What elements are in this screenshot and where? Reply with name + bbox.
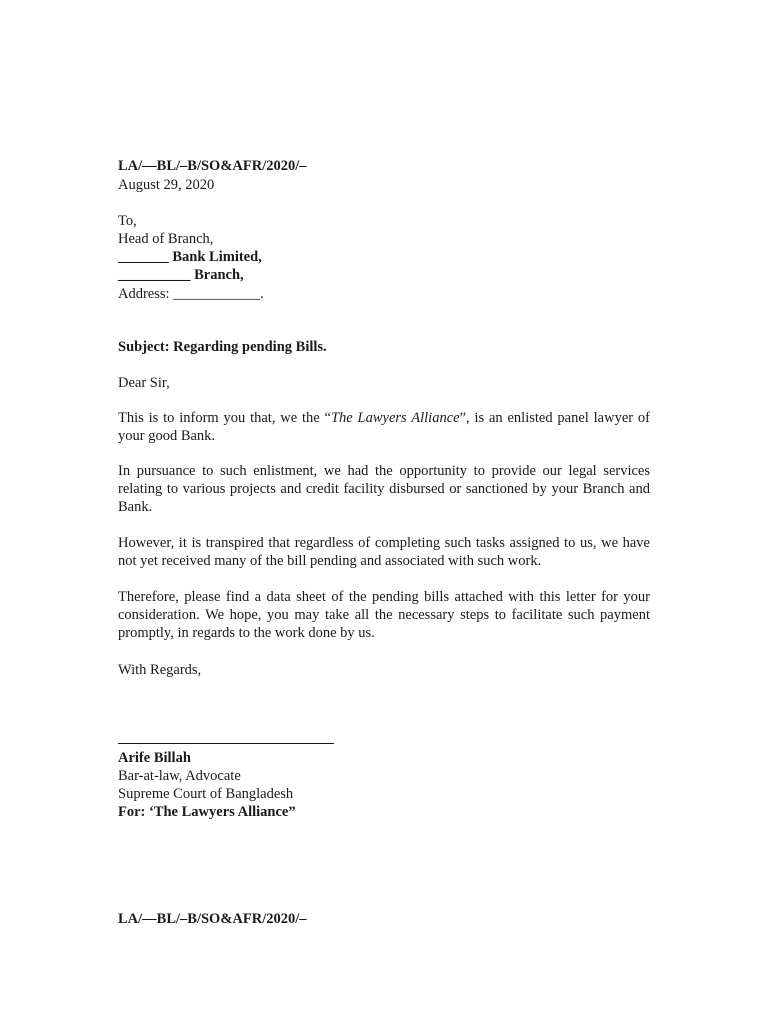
signature-line <box>118 743 334 744</box>
recipient-title: Head of Branch, <box>118 231 214 247</box>
closing: With Regards, <box>118 662 202 678</box>
subject-line: Subject: Regarding pending Bills. <box>118 339 327 355</box>
body-paragraph-2: In pursuance to such enlistment, we had the opportunity to provide our legal services relating to various projects and credit facility disbursed or sanctioned by your Branch and Bank. <box>118 463 650 515</box>
reference-number: LA/—BL/–B/SO&AFR/2020/– <box>118 158 307 174</box>
signatory-title: Bar-at-law, Advocate <box>118 768 241 784</box>
recipient-branch: __________ Branch, <box>118 267 244 283</box>
footer-reference-number: LA/—BL/–B/SO&AFR/2020/– <box>118 911 307 927</box>
body-paragraph-1: This is to inform you that, we the “The Lawyers Alliance”, is an enlisted panel lawyer of your good Bank. <box>118 410 650 444</box>
salutation: Dear Sir, <box>118 375 170 391</box>
recipient-to: To, <box>118 213 137 229</box>
recipient-bank: _______ Bank Limited, <box>118 249 262 265</box>
firm-name: The Lawyers Alliance <box>330 410 460 426</box>
body-paragraph-4: Therefore, please find a data sheet of the pending bills attached with this letter for your consideration. We hope, you may take all the necessary steps to facilitate such payment promptly, in regards to the work done by us. <box>118 589 650 641</box>
recipient-address: Address: ____________. <box>118 286 264 302</box>
letter-date: August 29, 2020 <box>118 177 215 193</box>
signatory-court: Supreme Court of Bangladesh <box>118 786 294 802</box>
signatory-firm: For: ‘The Lawyers Alliance” <box>118 804 296 820</box>
body-paragraph-3: However, it is transpired that regardless of completing such tasks assigned to us, we have not yet received many of the bill pending and associated with such work. <box>118 535 650 569</box>
signatory-name: Arife Billah <box>118 750 191 766</box>
